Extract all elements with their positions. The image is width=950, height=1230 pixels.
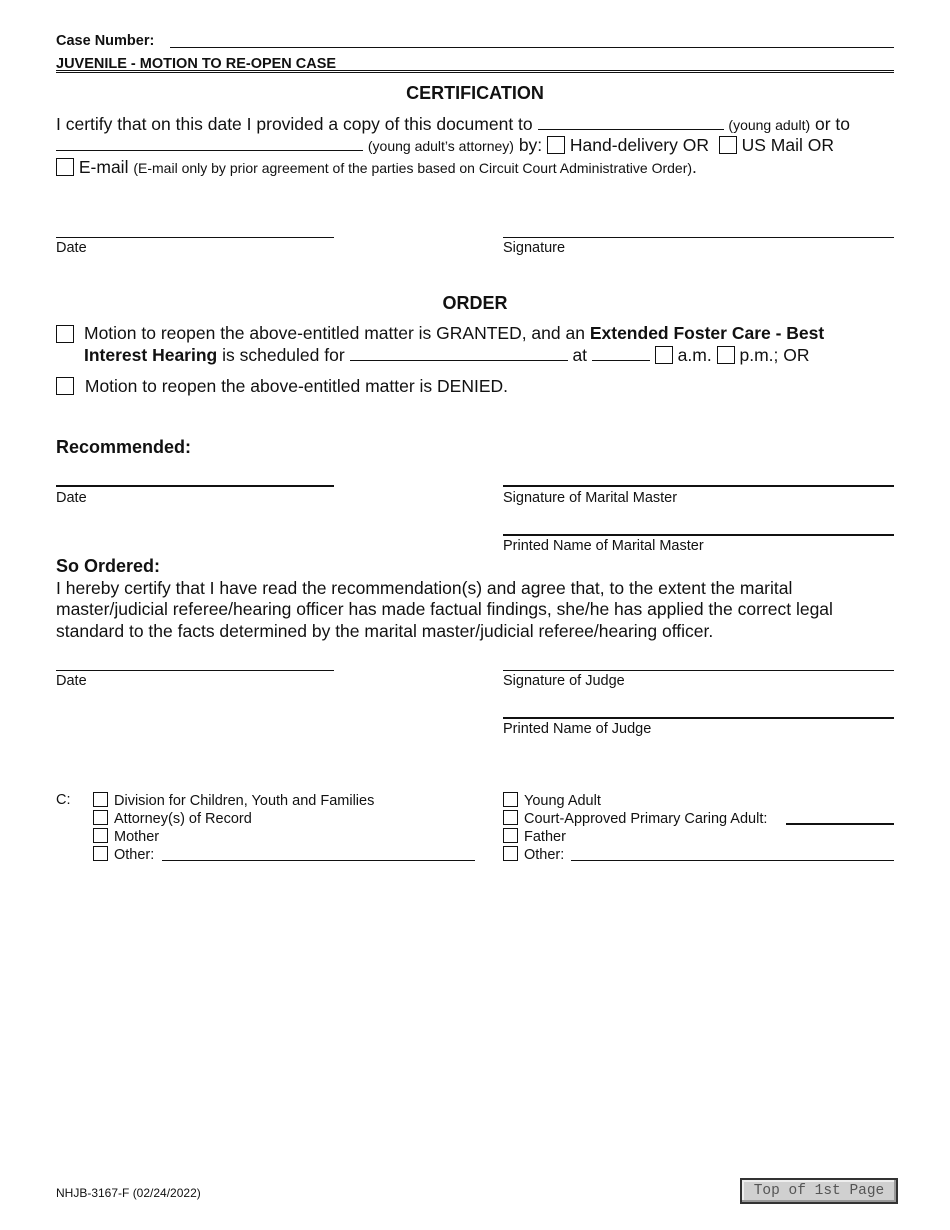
hearing-bold-text: Interest Hearing: [84, 345, 218, 365]
judge-date-label: Date: [56, 673, 87, 689]
am-checkbox[interactable]: [655, 346, 673, 364]
cc-caring-adult: [503, 810, 767, 827]
so-ordered-heading: So Ordered:: [56, 556, 161, 576]
granted-text: Motion to reopen the above-entitled matter is GRANTED, and an: [84, 323, 585, 343]
marital-master-name-label: Printed Name of Marital Master: [503, 538, 704, 554]
at-text: at: [572, 345, 588, 365]
denied-line: [56, 376, 508, 397]
granted-line-1: [84, 323, 824, 344]
cc-dcyf-checkbox[interactable]: [93, 792, 108, 807]
granted-line-2: [84, 345, 809, 366]
granted-checkbox-wrap: [56, 325, 74, 345]
order-heading: ORDER: [442, 293, 508, 313]
by-text: by:: [518, 135, 543, 155]
cc-young-adult-checkbox[interactable]: [503, 792, 518, 807]
us-mail-checkbox[interactable]: [719, 136, 737, 154]
form-id: NHJB-3167-F (02/24/2022): [56, 1186, 201, 1200]
cc-other-right-checkbox[interactable]: [503, 846, 518, 861]
am-label: a.m.: [677, 345, 712, 365]
email-label: E-mail: [78, 157, 129, 177]
certification-line-3: [56, 157, 697, 178]
young-adult-field[interactable]: [538, 115, 724, 130]
or-text: OR: [682, 135, 710, 155]
email-note: (E-mail only by prior agreement of the parties based on Circuit Court Administrative Order): [133, 160, 693, 176]
hand-delivery-checkbox[interactable]: [547, 136, 565, 154]
cc-father-label: Father: [524, 829, 566, 845]
cc-father: [503, 828, 566, 845]
cc-attorneys: [93, 810, 252, 827]
marital-master-signature-label: Signature of Marital Master: [503, 490, 678, 506]
top-of-first-page-button[interactable]: Top of 1st Page: [740, 1178, 898, 1204]
cert-date-label: Date: [56, 240, 87, 256]
us-mail-label: US Mail: [741, 135, 803, 155]
header-divider: [56, 70, 894, 73]
judge-name-label: Printed Name of Judge: [503, 721, 652, 737]
cc-other-left-field[interactable]: [162, 860, 475, 861]
cc-other-right-field[interactable]: [571, 860, 894, 861]
cc-young-adult-label: Young Adult: [524, 793, 601, 809]
recommended-date-line[interactable]: [56, 485, 334, 487]
email-period: .: [692, 157, 697, 177]
case-number-field[interactable]: [170, 47, 894, 48]
cc-other-right: [503, 846, 564, 863]
so-ordered-line-1: I hereby certify that I have read the recommendation(s) and agree that, to the extent the marital: [56, 578, 793, 598]
attorney-field[interactable]: [56, 136, 363, 151]
judge-name-line[interactable]: [503, 717, 894, 719]
cc-mother-checkbox[interactable]: [93, 828, 108, 843]
cc-caring-adult-label: Court-Approved Primary Caring Adult:: [524, 811, 768, 827]
cc-other-left: [93, 846, 154, 863]
scheduled-text: is scheduled for: [222, 345, 345, 365]
hearing-time-field[interactable]: [592, 346, 650, 361]
cc-father-checkbox[interactable]: [503, 828, 518, 843]
cc-dcyf-label: Division for Children, Youth and Families: [114, 793, 375, 809]
certification-line-1: [56, 114, 896, 135]
form-title: JUVENILE - MOTION TO RE-OPEN CASE: [56, 56, 337, 72]
hand-delivery-label: Hand-delivery: [569, 135, 678, 155]
judge-signature-label: Signature of Judge: [503, 673, 625, 689]
cert-signature-line[interactable]: [503, 237, 894, 238]
marital-master-signature-line[interactable]: [503, 485, 894, 487]
recommended-date-label: Date: [56, 490, 87, 506]
cc-mother-label: Mother: [114, 829, 160, 845]
cc-dcyf: [93, 792, 374, 809]
certification-heading: CERTIFICATION: [406, 83, 544, 103]
case-number-label: Case Number:: [56, 33, 155, 49]
email-checkbox[interactable]: [56, 158, 74, 176]
cc-other-right-label: Other:: [524, 847, 565, 863]
or-text: OR: [807, 135, 835, 155]
judge-date-line[interactable]: [56, 670, 334, 671]
cc-attorneys-label: Attorney(s) of Record: [114, 811, 252, 827]
certification-line-2: [56, 135, 896, 156]
certification-text: I certify that on this date I provided a copy of this document to: [56, 114, 533, 134]
hearing-date-field[interactable]: [350, 346, 568, 361]
young-adult-note: (young adult): [728, 117, 811, 133]
pm-checkbox[interactable]: [717, 346, 735, 364]
cert-date-line[interactable]: [56, 237, 334, 238]
cert-signature-label: Signature: [503, 240, 566, 256]
granted-checkbox[interactable]: [56, 325, 74, 343]
cc-label: C:: [56, 792, 71, 808]
denied-text: Motion to reopen the above-entitled matter is DENIED.: [84, 376, 509, 396]
or-to-text: or to: [815, 114, 851, 134]
cc-other-left-checkbox[interactable]: [93, 846, 108, 861]
cc-other-left-label: Other:: [114, 847, 155, 863]
cc-caring-adult-checkbox[interactable]: [503, 810, 518, 825]
so-ordered-line-2: master/judicial referee/hearing officer has made factual findings, she/he has applied the correct legal: [56, 599, 833, 619]
pm-label: p.m.; OR: [739, 345, 810, 365]
attorney-note: (young adult’s attorney): [367, 138, 514, 154]
so-ordered-line-3: standard to the facts determined by the marital master/judicial referee/hearing officer.: [56, 621, 714, 641]
judge-signature-line[interactable]: [503, 670, 894, 671]
cc-caring-adult-field[interactable]: [786, 823, 894, 825]
cc-mother: [93, 828, 159, 845]
cc-attorneys-checkbox[interactable]: [93, 810, 108, 825]
marital-master-name-line[interactable]: [503, 534, 894, 536]
recommended-heading: Recommended:: [56, 437, 192, 457]
cc-young-adult: [503, 792, 601, 809]
denied-checkbox[interactable]: [56, 377, 74, 395]
granted-bold-text: Extended Foster Care - Best: [589, 323, 825, 343]
